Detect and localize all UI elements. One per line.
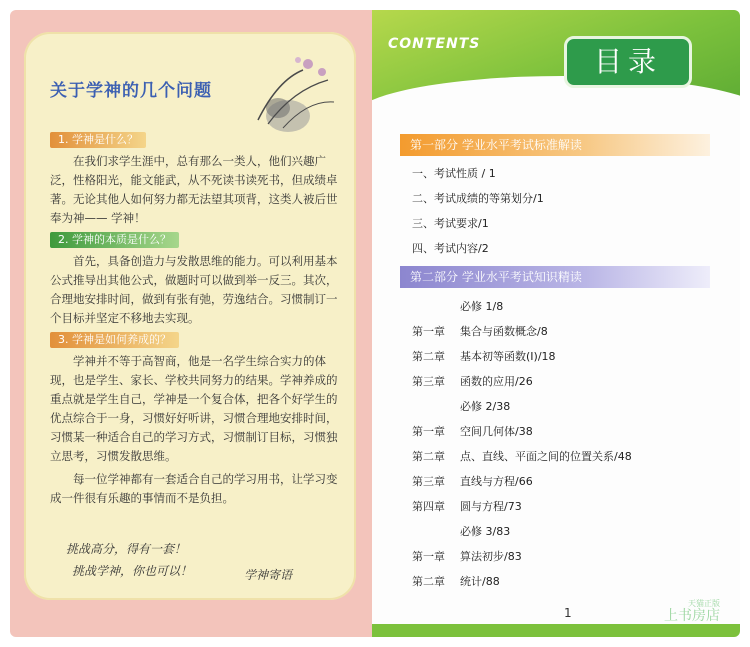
- toc-title-box: 目录: [564, 36, 692, 88]
- question-label-1: 1. 学神是什么？: [50, 132, 146, 148]
- toc-entry[interactable]: 第一章 空间几何体/38: [412, 425, 533, 438]
- left-page: [10, 10, 372, 637]
- contents-heading: CONTENTS: [388, 36, 481, 52]
- toc-entry[interactable]: 第二章 点、直线、平面之间的位置关系/48: [412, 450, 632, 463]
- toc-entry[interactable]: 必修 1/8: [460, 300, 504, 313]
- signature-author: 学神寄语: [244, 568, 293, 582]
- ink-painting-icon: [248, 50, 340, 136]
- page-title: 关于学神的几个问题: [50, 81, 212, 101]
- page-number: 1: [564, 606, 572, 620]
- right-page: [372, 10, 740, 637]
- section-header-part2: 第二部分 学业水平考试知识精读: [400, 266, 710, 288]
- signature-line-2: 挑战学神，你也可以！: [72, 564, 193, 578]
- toc-entry[interactable]: 一、考试性质 / 1: [412, 167, 496, 180]
- answer-paragraph-1: 在我们求学生涯中，总有那么一类人，他们兴趣广泛，性格阳光，能文能武，从不死读书读死书，但成绩卓著。无论其他人如何努力都无法望其项背，这类人被后世奉为神—— 学神！: [50, 154, 338, 225]
- question-label-2: 2. 学神的本质是什么？: [50, 232, 179, 248]
- toc-entry[interactable]: 必修 3/83: [460, 525, 511, 538]
- toc-entry[interactable]: 四、考试内容/2: [412, 242, 489, 255]
- section-header-part1: 第一部分 学业水平考试标准解读: [400, 134, 710, 156]
- store-watermark: 天猫正版 上书房店: [664, 599, 720, 624]
- toc-entry[interactable]: 第一章 集合与函数概念/8: [412, 325, 548, 338]
- answer-paragraph-4: 每一位学神都有一套适合自己的学习用书，让学习变成一件很有乐趣的事情而不是负担。: [50, 472, 338, 505]
- toc-entry[interactable]: 第二章 统计/88: [412, 575, 500, 588]
- toc-entry[interactable]: 第三章 直线与方程/66: [412, 475, 533, 488]
- toc-entry[interactable]: 第三章 函数的应用/26: [412, 375, 533, 388]
- question-label-3: 3. 学神是如何养成的？: [50, 332, 179, 348]
- toc-entry[interactable]: 第四章 圆与方程/73: [412, 500, 522, 513]
- footer-band: [372, 624, 740, 637]
- answer-paragraph-3: 学神并不等于高智商，他是一名学生综合实力的体现，也是学生、家长、学校共同努力的结果。学神养成的重点就是学生自己，学神是一个复合体，把各个好学生的优点综合于一身，习惯好好听讲，习惯合理地安排时间，习惯某一种适合自己的学习方式，习惯制订目标，习惯独立思考，习惯发散思维。: [50, 354, 338, 463]
- book-spread: [10, 10, 740, 637]
- answer-paragraph-2: 首先，具备创造力与发散思维的能力。可以利用基本公式推导出其他公式，做题时可以做到举一反三。其次，合理地安排时间，做到有张有弛，劳逸结合。习惯制订一个目标并坚定不移地去实现。: [50, 254, 338, 325]
- toc-entry[interactable]: 二、考试成绩的等第划分/1: [412, 192, 544, 205]
- toc-entry[interactable]: 三、考试要求/1: [412, 217, 489, 230]
- toc-entry[interactable]: 第二章 基本初等函数(Ⅰ)/18: [412, 350, 556, 363]
- toc-entry[interactable]: 第一章 算法初步/83: [412, 550, 522, 563]
- toc-entry[interactable]: 必修 2/38: [460, 400, 511, 413]
- signature-line-1: 挑战高分，得有一套！: [66, 542, 187, 556]
